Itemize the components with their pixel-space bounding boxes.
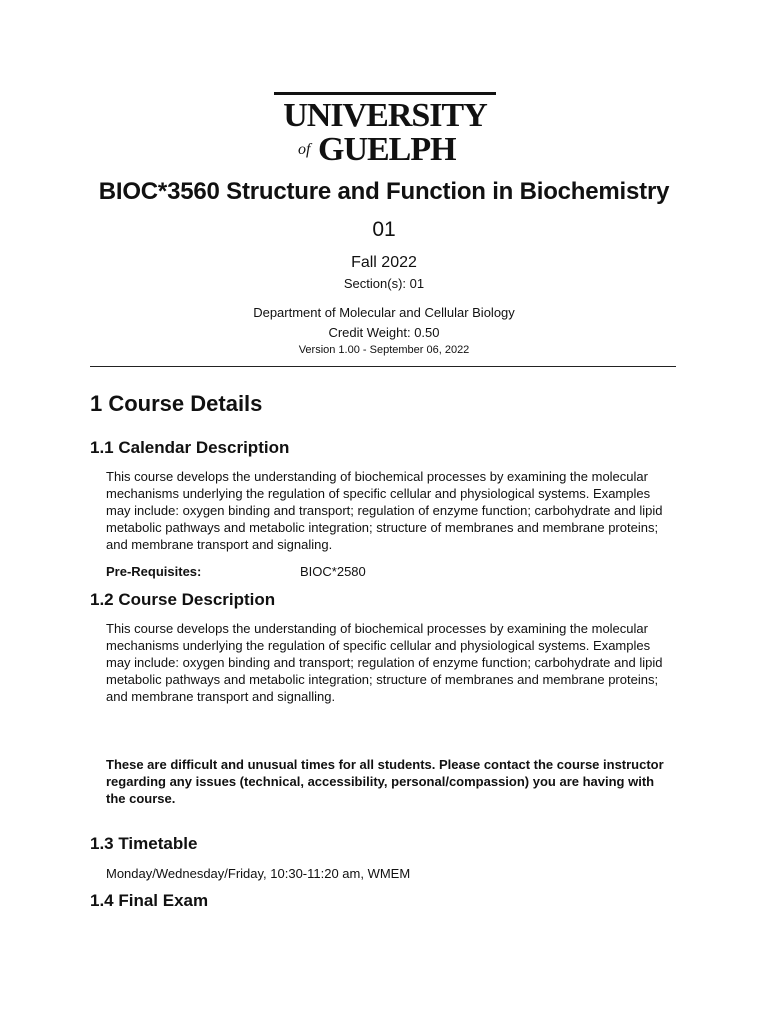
svg-text:of: of <box>298 141 311 158</box>
header-divider <box>90 366 676 367</box>
svg-text:UNIVERSITY: UNIVERSITY <box>283 97 487 134</box>
calendar-description-text: This course develops the understanding of biochemical processes by examining the molecular mechanisms underlying the regulation of specific cellular and physiological systems. Examples may include: oxygen binding and transport; regulation of enzyme function; carbohydrate and lipid metabolic pathways and metabolic integration; structure of membranes and membrane proteins; and membrane transport and signaling. <box>106 469 663 552</box>
heading-final-exam: 1.4 Final Exam <box>90 891 209 910</box>
credit-weight: Credit Weight: 0.50 <box>328 325 440 340</box>
version-line: Version 1.00 - September 06, 2022 <box>298 344 470 356</box>
svg-text:GUELPH: GUELPH <box>318 131 456 164</box>
department: Department of Molecular and Cellular Biology <box>253 305 515 320</box>
notice-text: These are difficult and unusual times for all students. Please contact the course instructor regarding any issues (technical, accessibility, personal/compassion) you are having with the course. <box>106 757 664 806</box>
heading-calendar-description: 1.1 Calendar Description <box>90 438 290 457</box>
section-number: 01 <box>372 218 396 241</box>
section-heading-course-details: 1 Course Details <box>90 391 263 416</box>
university-logo <box>274 92 496 164</box>
prerequisites-label: Pre-Requisites: <box>106 564 202 579</box>
course-title: BIOC*3560 Structure and Function in Biochemistry <box>98 178 670 205</box>
course-description-text: This course develops the understanding of biochemical processes by examining the molecular mechanisms underlying the regulation of specific cellular and physiological systems. Examples may include: oxygen binding and transport; regulation of enzyme function; carbohydrate and lipid metabolic pathways and metabolic integration; structure of membranes and membrane proteins; and membrane transport and signalling. <box>106 621 663 704</box>
sections-line: Section(s): 01 <box>343 276 425 291</box>
prerequisites-value: BIOC*2580 <box>300 564 366 579</box>
term: Fall 2022 <box>351 254 417 271</box>
timetable-text: Monday/Wednesday/Friday, 10:30-11:20 am, WMEM <box>106 866 411 881</box>
heading-course-description: 1.2 Course Description <box>90 590 276 609</box>
heading-timetable: 1.3 Timetable <box>90 834 198 853</box>
